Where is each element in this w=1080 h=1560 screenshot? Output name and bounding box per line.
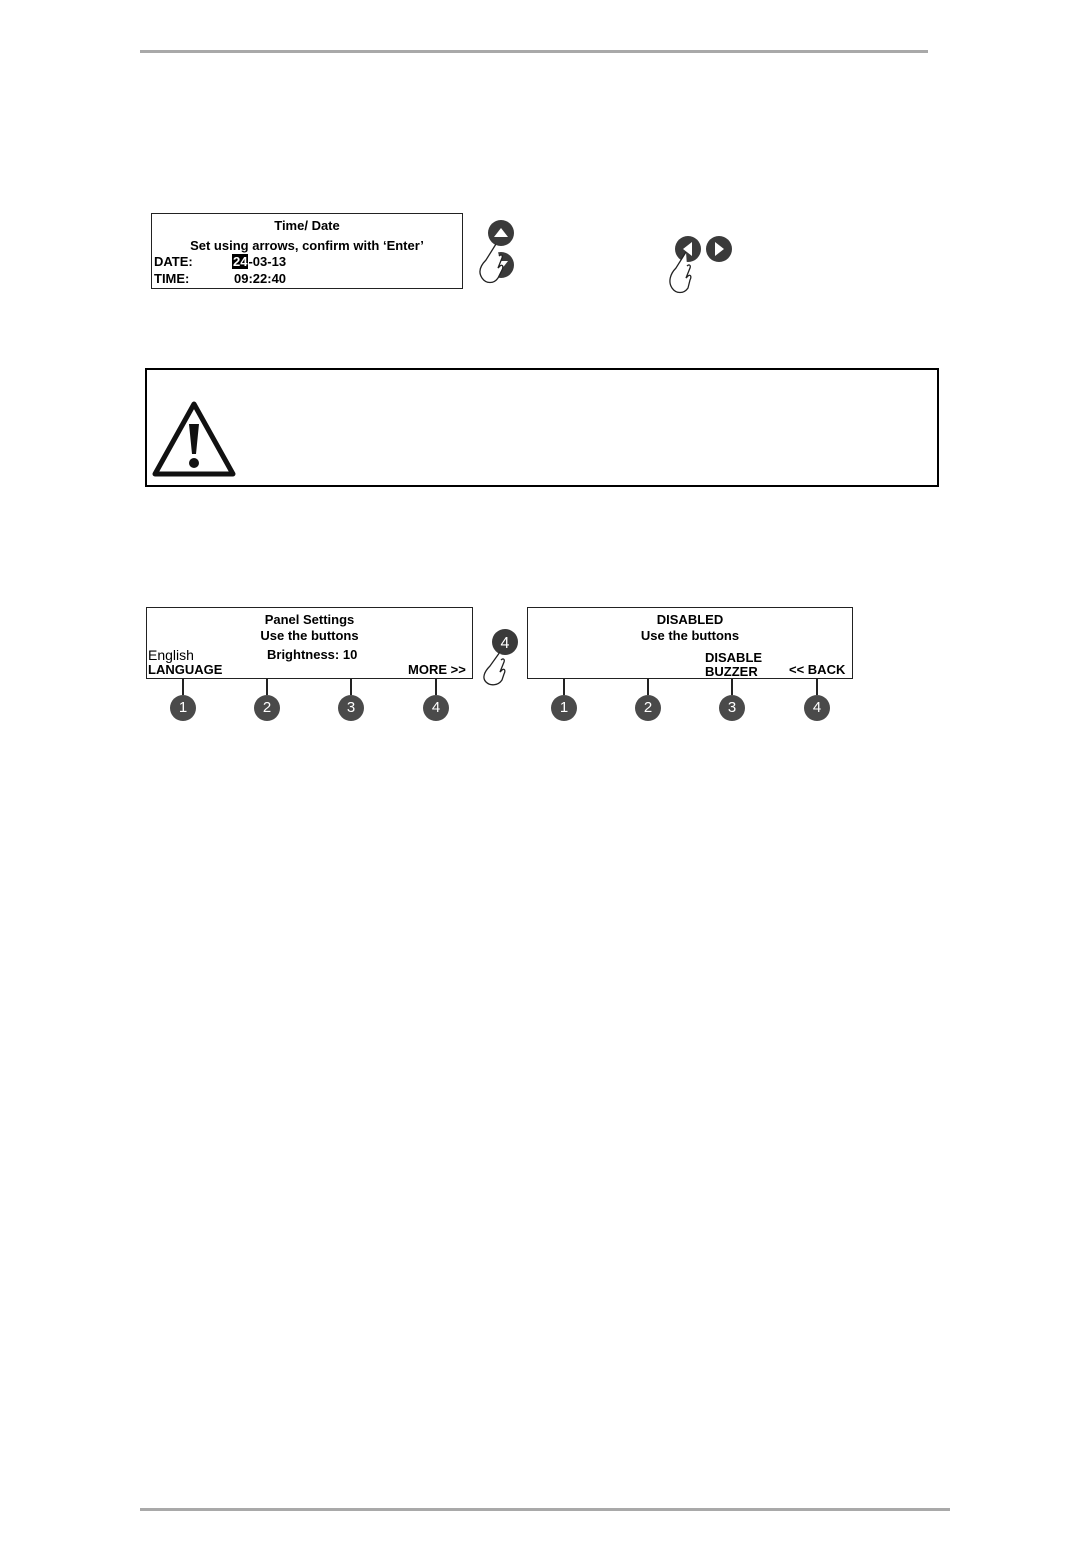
language-value: English bbox=[148, 647, 194, 663]
header-rule bbox=[140, 50, 928, 53]
disabled-title: DISABLED bbox=[656, 612, 724, 627]
up-down-keys-illustration bbox=[472, 218, 522, 290]
softkey-connector bbox=[647, 679, 649, 695]
left-right-keys-illustration bbox=[662, 232, 742, 298]
softkey-3-button[interactable]: 3 bbox=[338, 695, 364, 721]
softkey-4-button[interactable]: 4 bbox=[804, 695, 830, 721]
softkey-connector bbox=[816, 679, 818, 695]
softkey-connector bbox=[563, 679, 565, 695]
softkey-1-button[interactable]: 1 bbox=[551, 695, 577, 721]
time-date-title: Time/ Date bbox=[274, 218, 340, 233]
softkey-4-button[interactable]: 4 bbox=[423, 695, 449, 721]
arrow-left-icon bbox=[675, 236, 701, 262]
softkey-connector bbox=[266, 679, 268, 695]
panel-settings-subtitle: Use the buttons bbox=[260, 628, 359, 643]
warning-box bbox=[145, 368, 939, 487]
disabled-display bbox=[527, 607, 853, 679]
footer-rule bbox=[140, 1508, 950, 1511]
disable-label-line2: BUZZER bbox=[705, 664, 758, 679]
arrow-up-icon bbox=[488, 220, 514, 246]
softkey-connector bbox=[731, 679, 733, 695]
softkey-1-button[interactable]: 1 bbox=[170, 695, 196, 721]
softkey-connector bbox=[350, 679, 352, 695]
warning-triangle-icon bbox=[151, 400, 237, 478]
arrow-right-icon bbox=[706, 236, 732, 262]
pointing-hand-icon bbox=[484, 652, 505, 685]
panel-settings-title: Panel Settings bbox=[264, 612, 355, 627]
back-label: << BACK bbox=[789, 662, 846, 677]
disabled-subtitle: Use the buttons bbox=[640, 628, 740, 643]
time-date-display bbox=[151, 213, 463, 289]
press-key-4-illustration bbox=[476, 626, 522, 688]
press-key-number: 4 bbox=[500, 635, 510, 652]
language-label: LANGUAGE bbox=[148, 662, 223, 677]
softkey-connector bbox=[182, 679, 184, 695]
date-label: DATE: bbox=[154, 254, 193, 269]
more-label: MORE >> bbox=[408, 662, 466, 677]
panel-settings-display bbox=[146, 607, 473, 679]
brightness-value: Brightness: 10 bbox=[267, 647, 358, 662]
softkey-2-button[interactable]: 2 bbox=[254, 695, 280, 721]
softkey-connector bbox=[435, 679, 437, 695]
date-value bbox=[232, 255, 286, 269]
time-value: 09:22:40 bbox=[234, 271, 287, 286]
date-cursor: 24 bbox=[233, 254, 248, 269]
disable-label-line1: DISABLE bbox=[705, 650, 763, 665]
time-label: TIME: bbox=[154, 271, 190, 286]
softkey-4-icon bbox=[492, 629, 518, 655]
softkey-3-button[interactable]: 3 bbox=[719, 695, 745, 721]
time-date-instruction: Set using arrows, confirm with ‘Enter’ bbox=[190, 238, 424, 253]
softkey-2-button[interactable]: 2 bbox=[635, 695, 661, 721]
date-rest: -03-13 bbox=[248, 254, 287, 269]
